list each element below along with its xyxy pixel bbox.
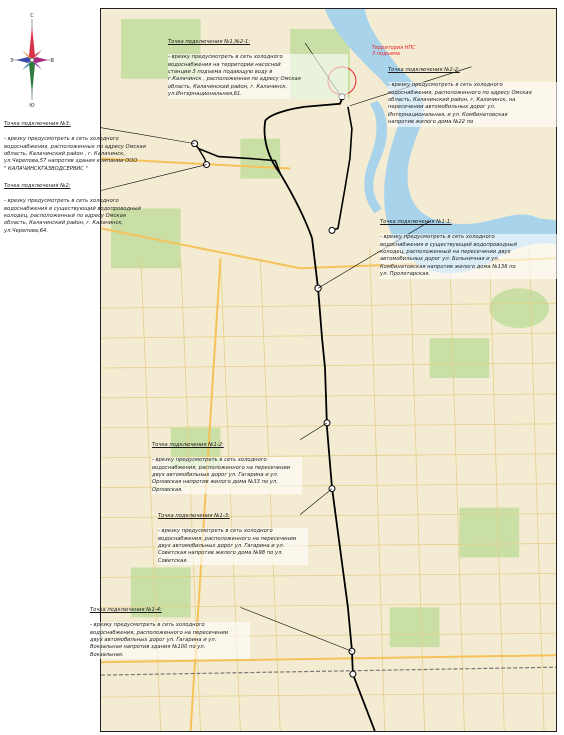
annotation-body: - врезку предусмотреть в сеть холодного водоснабжения, расположенных по адресу Омская область, Калачинский район , г. Калачинск, ул.Черепова,57 напротив здания компании ООО " КАЛАЧИНСКГАЗВОДСЕРВИС " bbox=[4, 136, 146, 172]
annotation-title: Точка подключения №1,№2-1: bbox=[168, 39, 251, 46]
annotation-title: Точка подключения №2: bbox=[4, 183, 71, 190]
compass-south-label: Ю bbox=[29, 103, 35, 108]
annotation-point-1-2 bbox=[152, 435, 302, 502]
pump-station-label: Территория НПС 3 подъема bbox=[372, 45, 416, 57]
annotation-body: - врезку предусмотреть в сеть холодного водоснабжения, расположенного на пересечении двух автомобильных дорог ул. Гагарина и ул. Вокзальная напротив здания №100 по ул. Вокзальная. bbox=[90, 622, 250, 659]
annotation-point-3 bbox=[4, 114, 176, 181]
annotation-body: - врезку предусмотреть в сеть холодного водоснабжения, расположенного по адресу Омская область, Калачинский район, г. Калачинск, на пересечении автомобильных дорог ул. Интернациональная, и ул. Комбинатовская напротив жилого дома №22 по bbox=[388, 82, 558, 126]
annotation-body: - врезку предусмотреть в сеть холодного водоснабжения на территории насосной станции 3 подъема подающую воду в г.Калачинск , расположенная по адресу Омская область, Калачинский район, г. Калачинск, ул.Интернациональная,61. bbox=[168, 54, 348, 98]
annotation-title: Точка подключения №3: bbox=[4, 121, 71, 128]
annotation-point-2 bbox=[4, 176, 169, 243]
annotation-point-1-3 bbox=[158, 506, 308, 573]
annotation-body: - врезку предусмотреть в сеть холодного водоснабжения в существующий водопроводный колодец, расположенный по адресу Омская область, Калачинский район, г. Калачинск, ул.Черепова,64. bbox=[4, 198, 141, 234]
annotation-point-1-4 bbox=[90, 600, 250, 667]
annotation-body: - врезку предусмотреть в сеть холодного водоснабжения, расположенного на пересечении двух автомобильных дорог ул. Гагарина и ул. Советская напротив жилого дома №98 по ул. Советская. bbox=[158, 528, 308, 565]
compass-east-label: В bbox=[50, 58, 54, 64]
point-1-1b-marker bbox=[329, 227, 335, 233]
annotation-body: - врезку предусмотреть в сеть холодного водоснабжения, расположенного на пересечении двух автомобильных дорог ул. Гагарина и ул. Орловская напротив жилого дома №33 по ул. Орловская. bbox=[152, 457, 302, 494]
compass-west-label: З bbox=[10, 58, 14, 64]
annotation-point-2-2 bbox=[388, 60, 558, 134]
annotation-title: Точка подключения №1-4: bbox=[90, 607, 162, 614]
annotation-point-1-1 bbox=[380, 212, 558, 286]
compass-north-label: С bbox=[30, 13, 34, 19]
annotation-title: Точка подключения №1-2: bbox=[152, 442, 224, 449]
compass-rose-icon bbox=[8, 10, 56, 108]
point-end-marker bbox=[350, 671, 356, 677]
annotation-point-1-2-1 bbox=[168, 32, 348, 106]
annotation-title: Точка подключения №1-1: bbox=[380, 219, 452, 226]
annotation-title: Точка подключения №1-3: bbox=[158, 513, 230, 520]
annotation-title: Точка подключения №2-2: bbox=[388, 67, 460, 74]
point-1-2-marker bbox=[324, 420, 330, 426]
annotation-body: - врезку предусмотреть в сеть холодного водоснабжения в существующий водопроводный колодец, расположенный на пересечении двух автомобильных дорог ул. Больничная и ул. Комбинатовская напротив жилого дома №136 по ул. Пролетарская. bbox=[380, 234, 558, 278]
